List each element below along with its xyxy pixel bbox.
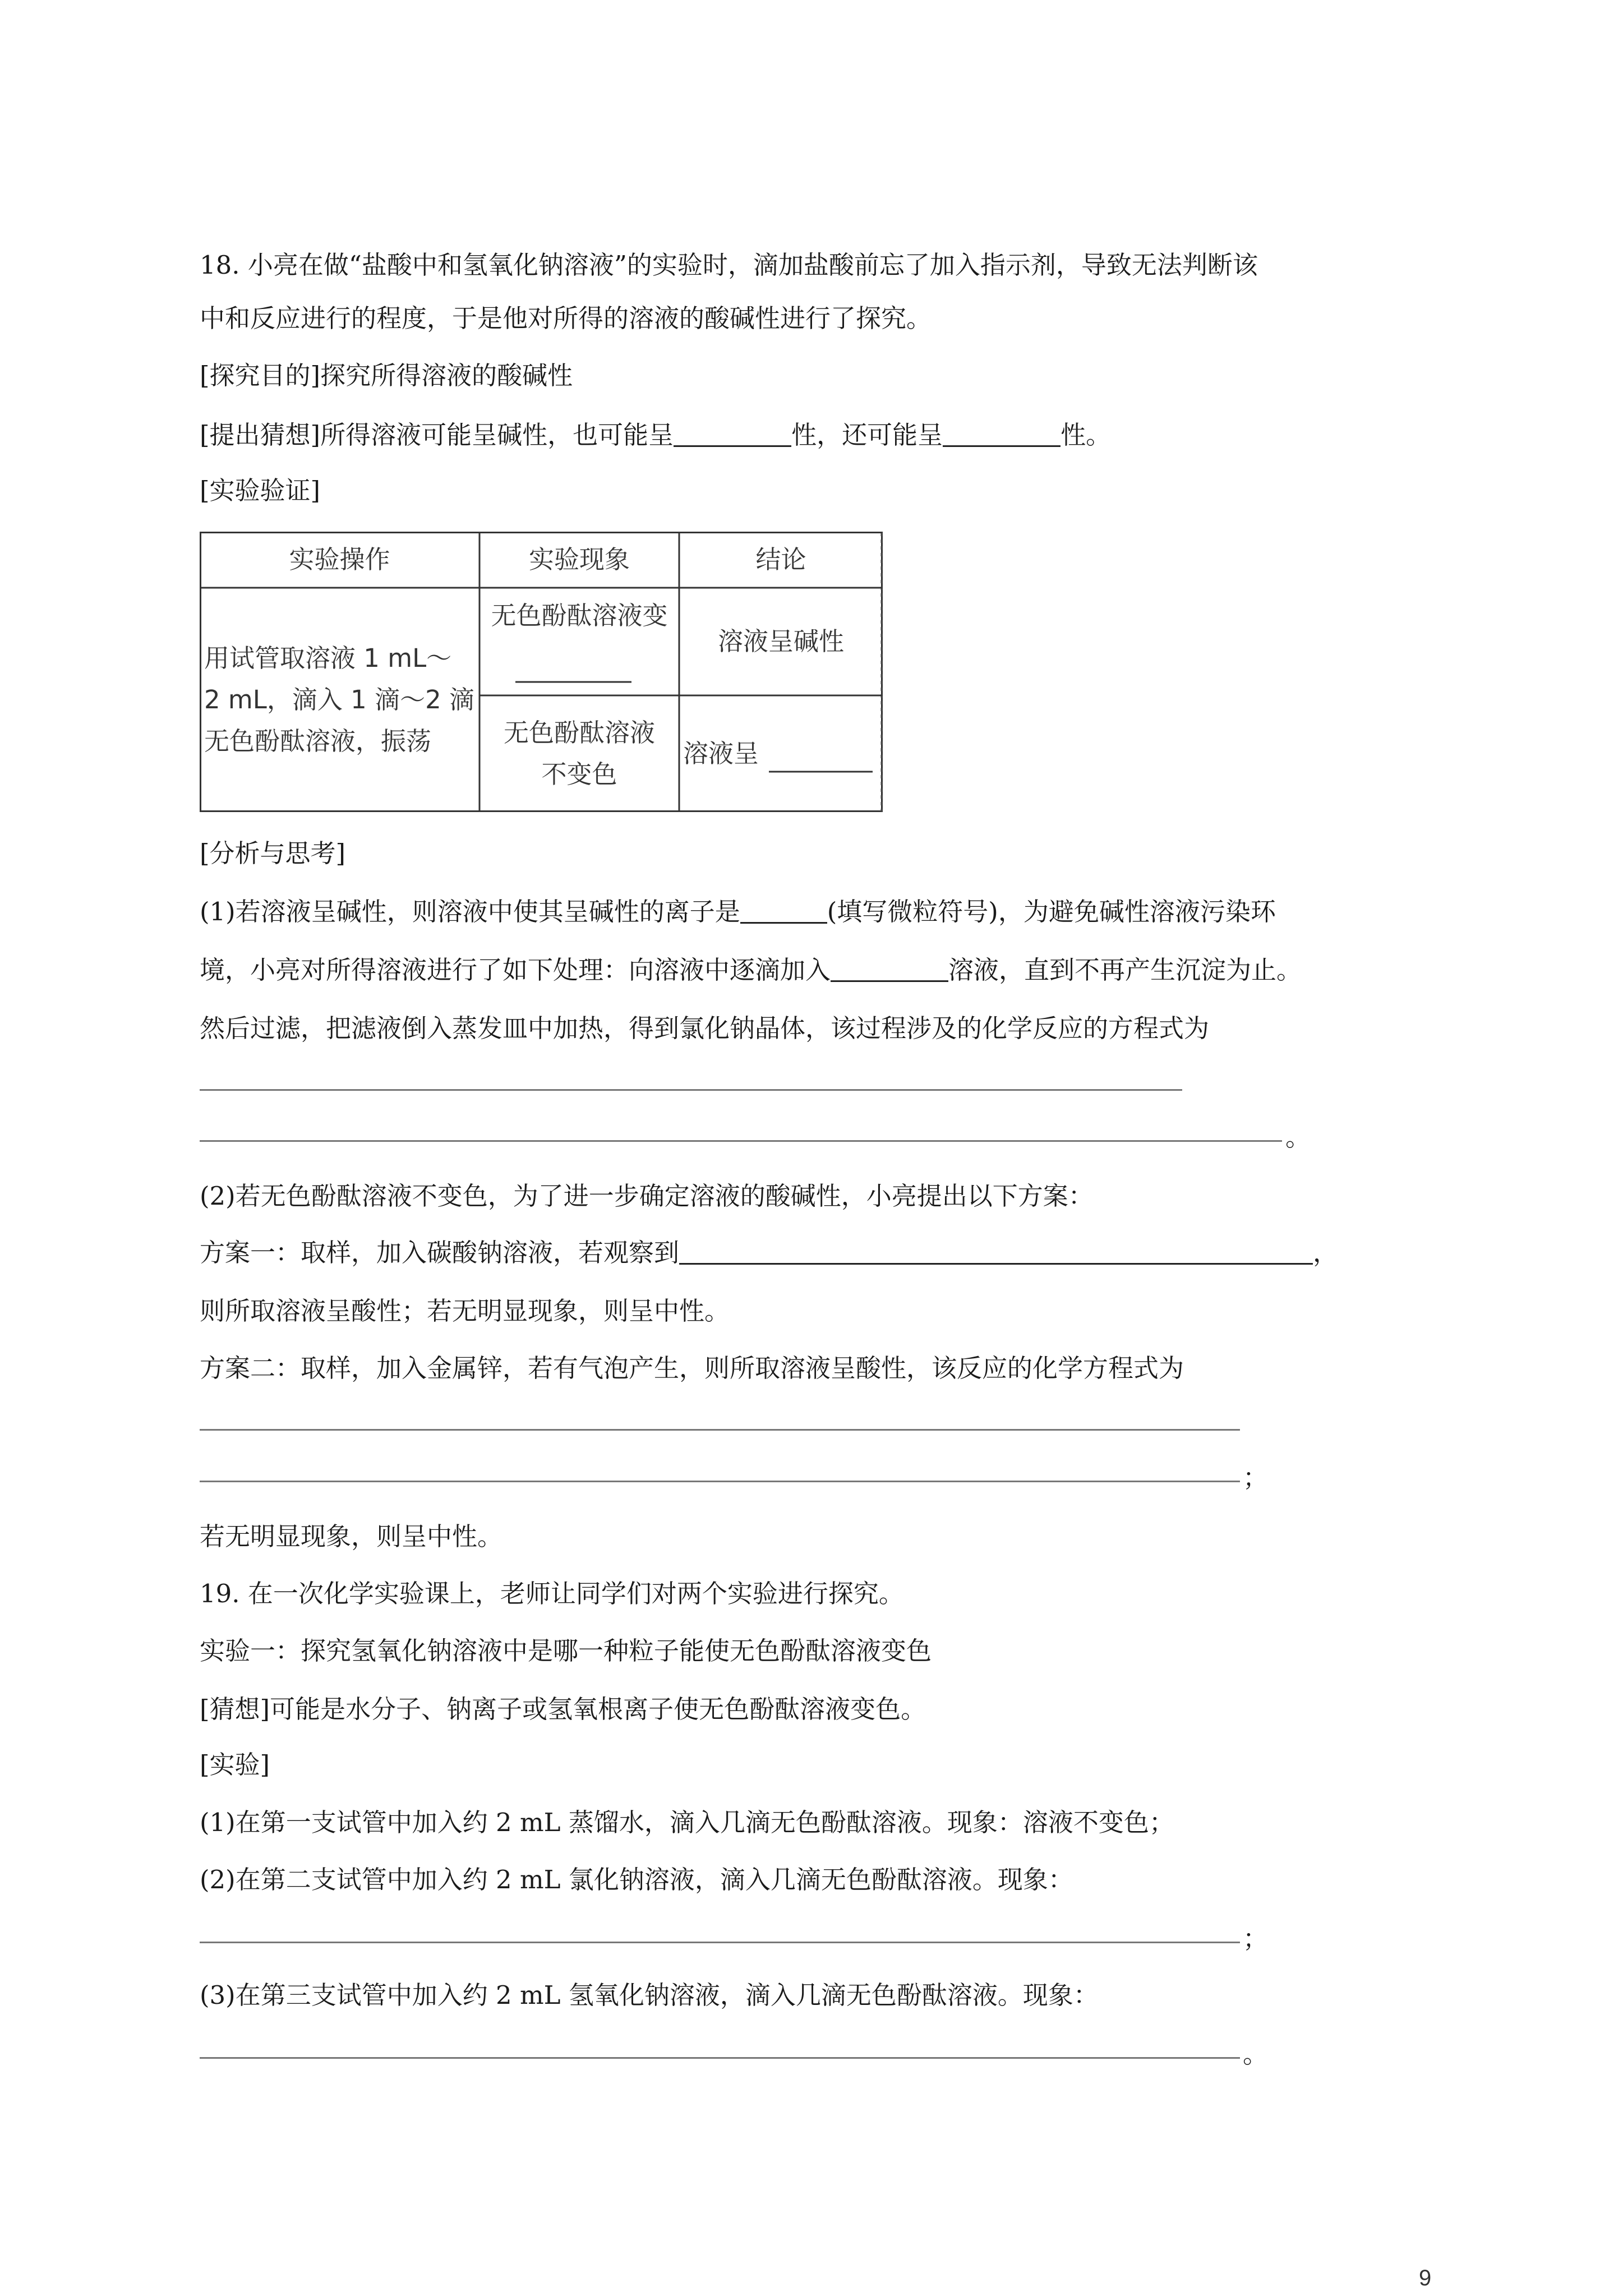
q19-step-3: (3)在第三支试管中加入约 2 mL 氢氧化钠溶液，滴入几滴无色酚酞溶液。现象： bbox=[200, 1980, 1099, 2010]
conclusion-2: 溶液呈 bbox=[683, 739, 759, 768]
q18-line-2: 中和反应进行的程度，于是他对所得的溶液的酸碱性进行了探究。 bbox=[200, 303, 932, 333]
p1-text-d: 溶液，直到不再产生沉淀为止。 bbox=[948, 955, 1302, 985]
q18-line-1: 18. 小亮在做“盐酸中和氢氧化钠溶液”的实验时，滴加盐酸前忘了加入指示剂，导致无法判断该 bbox=[200, 250, 1258, 280]
header-conclusion: 结论 bbox=[755, 545, 806, 574]
q18-plan1 bbox=[200, 1236, 1338, 1270]
phenomenon-2-line-1: 无色酚酞溶液 bbox=[503, 718, 655, 748]
q18-p1-line-1 bbox=[200, 895, 1276, 929]
operation-line-3: 无色酚酞溶液，振荡 bbox=[204, 726, 432, 756]
q18-p2: (2)若无色酚酞溶液不变色，为了进一步确定溶液的酸碱性，小亮提出以下方案： bbox=[200, 1181, 1094, 1211]
reagent-blank[interactable] bbox=[831, 980, 948, 982]
answer-line-1[interactable] bbox=[200, 1089, 1182, 1091]
answer-line-6-end: 。 bbox=[1243, 2039, 1269, 2069]
answer-line-5-end: ； bbox=[1243, 1924, 1269, 1953]
answer-line-3[interactable] bbox=[200, 1429, 1240, 1431]
q18-plan2: 方案二：取样，加入金属锌，若有气泡产生，则所取溶液呈酸性，该反应的化学方程式为 bbox=[200, 1353, 1184, 1383]
header-operation: 实验操作 bbox=[289, 545, 390, 574]
hyp-blank-2[interactable] bbox=[943, 445, 1061, 447]
operation-line-2: 2 mL，滴入 1 滴～2 滴 bbox=[204, 685, 475, 714]
operation-cell bbox=[200, 588, 479, 812]
phenomenon-1: 无色酚酞溶液变 bbox=[491, 601, 668, 630]
phenomenon-2 bbox=[479, 695, 679, 812]
q19-step-2: (2)在第二支试管中加入约 2 mL 氯化钠溶液，滴入几滴无色酚酞溶液。现象： bbox=[200, 1865, 1073, 1894]
q19-guess: [猜想]可能是水分子、钠离子或氢氧根离子使无色酚酞溶液变色。 bbox=[200, 1694, 926, 1724]
operation-line-1: 用试管取溶液 1 mL～ bbox=[204, 643, 452, 673]
hyp-text-c: 性。 bbox=[1061, 420, 1112, 450]
q19-step-1: (1)在第一支试管中加入约 2 mL 蒸馏水，滴入几滴无色酚酞溶液。现象：溶液不变色； bbox=[200, 1808, 1174, 1837]
answer-line-2[interactable] bbox=[200, 1140, 1282, 1142]
plan1-text-a: 方案一：取样，加入碳酸钠溶液，若观察到 bbox=[200, 1238, 680, 1267]
q19-exp1: 实验一：探究氢氧化钠溶液中是哪一种粒子能使无色酚酞溶液变色 bbox=[200, 1636, 932, 1666]
answer-line-4[interactable] bbox=[200, 1481, 1240, 1482]
q18-p1-line-2 bbox=[200, 953, 1302, 987]
hyp-blank-1[interactable] bbox=[674, 445, 791, 447]
hyp-text-a: [提出猜想]所得溶液可能呈碱性，也可能呈 bbox=[200, 420, 674, 450]
q18-purpose: [探究目的]探究所得溶液的酸碱性 bbox=[200, 361, 573, 390]
p1-text-c: 境，小亮对所得溶液进行了如下处理：向溶液中逐滴加入 bbox=[200, 955, 831, 985]
conclusion-1: 溶液呈碱性 bbox=[717, 626, 844, 656]
answer-line-6[interactable] bbox=[200, 2057, 1240, 2059]
answer-line-5[interactable] bbox=[200, 1942, 1240, 1943]
experiment-table bbox=[200, 532, 885, 814]
observation-blank[interactable] bbox=[679, 1263, 1313, 1265]
p1-text-a: (1)若溶液呈碱性，则溶液中使其呈碱性的离子是 bbox=[200, 897, 740, 926]
page-number: 9 bbox=[1419, 2266, 1432, 2290]
answer-line-4-end: ； bbox=[1243, 1463, 1269, 1492]
header-phenomenon: 实验现象 bbox=[528, 545, 630, 574]
q18-plan1-cont: 则所取溶液呈酸性；若无明显现象，则呈中性。 bbox=[200, 1296, 730, 1326]
p1-text-b: (填写微粒符号)，为避免碱性溶液污染环 bbox=[827, 897, 1276, 926]
q19-exp-label: [实验] bbox=[200, 1750, 270, 1779]
q18-p1-line-3: 然后过滤，把滤液倒入蒸发皿中加热，得到氯化钠晶体，该过程涉及的化学反应的方程式为 bbox=[200, 1013, 1210, 1043]
q18-verify-label: [实验验证] bbox=[200, 476, 321, 505]
q18-plan2-end: 若无明显现象，则呈中性。 bbox=[200, 1522, 503, 1551]
phenomenon-2-line-2: 不变色 bbox=[541, 759, 617, 789]
plan1-text-b: ， bbox=[1313, 1238, 1339, 1267]
q18-analysis-label: [分析与思考] bbox=[200, 838, 346, 868]
q18-hypothesis bbox=[200, 418, 1111, 452]
hyp-text-b: 性，还可能呈 bbox=[791, 420, 943, 450]
answer-line-2-end: 。 bbox=[1285, 1122, 1311, 1152]
ion-blank[interactable] bbox=[740, 922, 827, 924]
q19-title: 19. 在一次化学实验课上，老师让同学们对两个实验进行探究。 bbox=[200, 1579, 904, 1608]
